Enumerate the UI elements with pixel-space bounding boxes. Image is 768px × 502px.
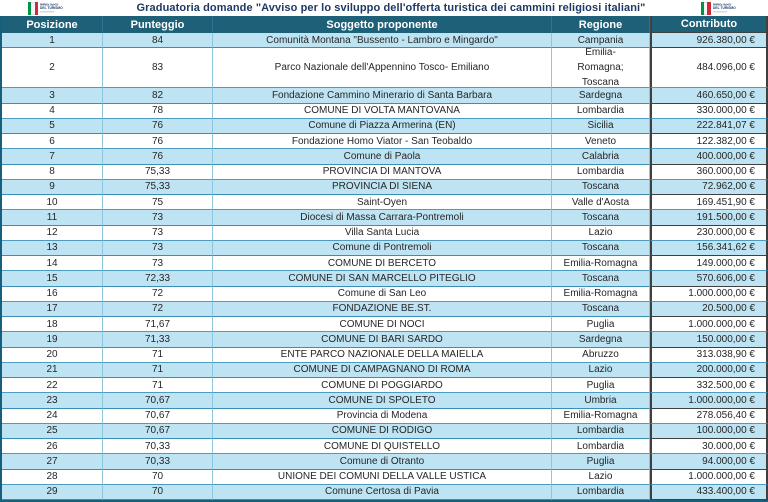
cell-regione <box>552 88 650 103</box>
cell-regione <box>552 363 650 378</box>
logo-subtext-decoration <box>713 11 727 12</box>
logo-subtext-decoration <box>40 11 54 12</box>
cell-punteggio: 78 <box>103 104 213 119</box>
table-row <box>2 88 768 103</box>
cell-soggetto: COMUNE DI CAMPAGNANO DI ROMA <box>213 363 552 378</box>
regione-text: Lombardia <box>576 105 625 117</box>
table-row <box>2 470 768 485</box>
page-title: Graduatoria domande "Avviso per lo sviluppo dell'offerta turistica dei cammini religiosi italiani" <box>136 2 646 14</box>
cell-soggetto: COMUNE DI VOLTA MANTOVANA <box>213 104 552 119</box>
cell-punteggio: 72,33 <box>103 271 213 286</box>
table-row <box>2 332 768 347</box>
cell-contributo: 570.606,00 € <box>650 271 768 286</box>
cell-soggetto: COMUNE DI QUISTELLO <box>213 439 552 454</box>
cell-soggetto: Comunità Montana "Bussento - Lambro e Mingardo" <box>213 33 552 48</box>
cell-punteggio: 70,67 <box>103 393 213 408</box>
cell-regione <box>552 454 650 469</box>
cell-posizione: 11 <box>2 210 103 225</box>
cell-soggetto: Comune Certosa di Pavia <box>213 485 552 500</box>
cell-regione <box>552 165 650 180</box>
cell-soggetto: Fondazione Cammino Minerario di Santa Barbara <box>213 88 552 103</box>
cell-soggetto: COMUNE DI BERCETO <box>213 256 552 271</box>
cell-punteggio: 82 <box>103 88 213 103</box>
cell-contributo: 169.451,90 € <box>650 195 768 210</box>
table-row <box>2 256 768 271</box>
cell-punteggio: 72 <box>103 287 213 302</box>
ministero-turismo-logo-left <box>28 0 81 16</box>
cell-regione <box>552 271 650 286</box>
table-row <box>2 241 768 256</box>
table-row <box>2 348 768 363</box>
table-row <box>2 424 768 439</box>
cell-regione <box>552 348 650 363</box>
table-row <box>2 180 768 195</box>
cell-posizione: 2 <box>2 48 103 88</box>
table-row <box>2 454 768 469</box>
cell-punteggio: 71,33 <box>103 332 213 347</box>
cell-punteggio: 75 <box>103 195 213 210</box>
regione-text: Abruzzo <box>582 349 619 361</box>
cell-posizione: 12 <box>2 226 103 241</box>
cell-punteggio: 71 <box>103 348 213 363</box>
regione-text: Umbria <box>584 394 617 406</box>
cell-soggetto: Comune di Paola <box>213 149 552 164</box>
cell-posizione: 25 <box>2 424 103 439</box>
cell-contributo: 122.382,00 € <box>650 134 768 149</box>
regione-text: Emilia-Romagna; Toscana <box>577 48 624 89</box>
cell-posizione: 18 <box>2 317 103 332</box>
table-row <box>2 287 768 302</box>
cell-punteggio: 83 <box>103 48 213 88</box>
cell-regione <box>552 104 650 119</box>
regione-text: Valle d'Aosta <box>571 196 630 208</box>
cell-posizione: 16 <box>2 287 103 302</box>
cell-regione <box>552 180 650 195</box>
cell-soggetto: UNIONE DEI COMUNI DELLA VALLE USTICA <box>213 470 552 485</box>
logo-line1: MINISTERO <box>40 3 59 8</box>
cell-soggetto: Provincia di Modena <box>213 409 552 424</box>
cell-soggetto: FONDAZIONE BE.ST. <box>213 302 552 317</box>
table-body <box>2 33 768 500</box>
cell-posizione: 10 <box>2 195 103 210</box>
cell-punteggio: 73 <box>103 256 213 271</box>
table-row <box>2 393 768 408</box>
cell-punteggio: 71 <box>103 363 213 378</box>
table-row <box>2 378 768 393</box>
regione-text: Lazio <box>588 364 613 376</box>
cell-contributo: 30.000,00 € <box>650 439 768 454</box>
table-row <box>2 195 768 210</box>
regione-text: Sardegna <box>578 333 623 345</box>
graduatoria-table <box>0 16 768 502</box>
cell-regione <box>552 332 650 347</box>
regione-text: Calabria <box>581 150 620 162</box>
cell-regione <box>552 409 650 424</box>
cell-contributo: 20.500,00 € <box>650 302 768 317</box>
cell-regione <box>552 378 650 393</box>
cell-posizione: 3 <box>2 88 103 103</box>
table-row <box>2 104 768 119</box>
cell-posizione: 26 <box>2 439 103 454</box>
cell-posizione: 28 <box>2 470 103 485</box>
cell-soggetto: COMUNE DI SAN MARCELLO PITEGLIO <box>213 271 552 286</box>
cell-punteggio: 76 <box>103 134 213 149</box>
ministero-logo-text <box>40 4 63 13</box>
regione-text: Lombardia <box>576 425 625 437</box>
logo-line1: MINISTERO <box>712 3 732 8</box>
cell-soggetto: Saint-Oyen <box>213 195 552 210</box>
regione-text: Lombardia <box>576 440 625 452</box>
cell-contributo: 156.341,62 € <box>650 241 768 256</box>
cell-regione <box>552 393 650 408</box>
italy-flag-icon <box>28 2 38 15</box>
cell-punteggio: 70,67 <box>103 424 213 439</box>
cell-posizione: 8 <box>2 165 103 180</box>
table-row <box>2 363 768 378</box>
cell-punteggio: 73 <box>103 241 213 256</box>
cell-posizione: 27 <box>2 454 103 469</box>
cell-punteggio: 71,67 <box>103 317 213 332</box>
regione-text: Toscana <box>581 272 620 284</box>
regione-text: Toscana <box>581 242 620 254</box>
table-row <box>2 302 768 317</box>
cell-regione <box>552 485 650 500</box>
cell-soggetto: COMUNE DI RODIGO <box>213 424 552 439</box>
table-row <box>2 33 768 48</box>
cell-posizione: 7 <box>2 149 103 164</box>
cell-punteggio: 73 <box>103 210 213 225</box>
table-row <box>2 409 768 424</box>
table-row <box>2 271 768 286</box>
cell-soggetto: Comune di Piazza Armerina (EN) <box>213 119 552 134</box>
table-row <box>2 210 768 225</box>
cell-soggetto: COMUNE DI BARI SARDO <box>213 332 552 347</box>
cell-contributo: 150.000,00 € <box>650 332 768 347</box>
table-row <box>2 226 768 241</box>
cell-regione <box>552 317 650 332</box>
regione-text: Emilia-Romagna <box>563 288 638 300</box>
cell-posizione: 22 <box>2 378 103 393</box>
cell-contributo: 332.500,00 € <box>650 378 768 393</box>
cell-regione <box>552 33 650 48</box>
ministero-turismo-logo-right <box>701 0 754 16</box>
regione-text: Lombardia <box>576 486 625 498</box>
cell-posizione: 9 <box>2 180 103 195</box>
table-row <box>2 149 768 164</box>
cell-punteggio: 70,67 <box>103 409 213 424</box>
cell-posizione: 4 <box>2 104 103 119</box>
table-row <box>2 134 768 149</box>
regione-text: Toscana <box>581 211 620 223</box>
cell-contributo: 360.000,00 € <box>650 165 768 180</box>
italy-flag-icon <box>701 2 711 15</box>
cell-posizione: 23 <box>2 393 103 408</box>
cell-contributo: 400.000,00 € <box>650 149 768 164</box>
cell-punteggio: 84 <box>103 33 213 48</box>
cell-punteggio: 71 <box>103 378 213 393</box>
cell-soggetto: Villa Santa Lucia <box>213 226 552 241</box>
cell-regione <box>552 287 650 302</box>
cell-punteggio: 70,33 <box>103 439 213 454</box>
table-row <box>2 119 768 134</box>
regione-text: Puglia <box>586 379 615 391</box>
cell-regione <box>552 119 650 134</box>
title-bar <box>0 0 768 16</box>
cell-regione <box>552 134 650 149</box>
regione-text: Puglia <box>586 455 615 467</box>
cell-contributo: 926.380,00 € <box>650 33 768 48</box>
cell-contributo: 433.400,00 € <box>650 485 768 500</box>
regione-text: Toscana <box>581 303 620 315</box>
regione-text: Emilia-Romagna <box>563 410 638 422</box>
regione-text: Veneto <box>584 135 617 147</box>
cell-soggetto: Diocesi di Massa Carrara-Pontremoli <box>213 210 552 225</box>
cell-soggetto: ENTE PARCO NAZIONALE DELLA MAIELLA <box>213 348 552 363</box>
regione-text: Puglia <box>586 318 615 330</box>
cell-punteggio: 70,33 <box>103 454 213 469</box>
cell-contributo: 278.056,40 € <box>650 409 768 424</box>
cell-soggetto: PROVINCIA DI SIENA <box>213 180 552 195</box>
cell-posizione: 19 <box>2 332 103 347</box>
cell-regione <box>552 424 650 439</box>
cell-regione <box>552 439 650 454</box>
cell-regione <box>552 302 650 317</box>
cell-punteggio: 70 <box>103 470 213 485</box>
cell-regione <box>552 48 650 88</box>
table-header-row <box>2 16 768 33</box>
table-row <box>2 165 768 180</box>
cell-posizione: 13 <box>2 241 103 256</box>
cell-soggetto: COMUNE DI NOCI <box>213 317 552 332</box>
cell-contributo: 1.000.000,00 € <box>650 317 768 332</box>
ministero-logo-text <box>713 4 736 13</box>
cell-contributo: 313.038,90 € <box>650 348 768 363</box>
cell-contributo: 484.096,00 € <box>650 48 768 88</box>
cell-soggetto: Comune di San Leo <box>213 287 552 302</box>
cell-contributo: 230.000,00 € <box>650 226 768 241</box>
cell-punteggio: 73 <box>103 226 213 241</box>
cell-contributo: 200.000,00 € <box>650 363 768 378</box>
cell-punteggio: 76 <box>103 119 213 134</box>
cell-posizione: 21 <box>2 363 103 378</box>
cell-regione <box>552 226 650 241</box>
table-row <box>2 439 768 454</box>
cell-soggetto: Parco Nazionale dell'Appennino Tosco- Emiliano <box>213 48 552 88</box>
cell-contributo: 191.500,00 € <box>650 210 768 225</box>
cell-contributo: 1.000.000,00 € <box>650 393 768 408</box>
cell-contributo: 222.841,07 € <box>650 119 768 134</box>
cell-contributo: 100.000,00 € <box>650 424 768 439</box>
cell-contributo: 72.962,00 € <box>650 180 768 195</box>
regione-text: Sicilia <box>587 120 614 132</box>
cell-regione <box>552 241 650 256</box>
cell-regione <box>552 256 650 271</box>
cell-posizione: 20 <box>2 348 103 363</box>
cell-punteggio: 70 <box>103 485 213 500</box>
cell-posizione: 29 <box>2 485 103 500</box>
cell-posizione: 15 <box>2 271 103 286</box>
cell-contributo: 1.000.000,00 € <box>650 470 768 485</box>
cell-contributo: 460.650,00 € <box>650 88 768 103</box>
regione-text: Lombardia <box>576 166 625 178</box>
cell-contributo: 149.000,00 € <box>650 256 768 271</box>
regione-text: Campania <box>577 34 624 46</box>
logo-line2: DEL TURISMO <box>712 7 736 11</box>
cell-regione <box>552 149 650 164</box>
cell-posizione: 6 <box>2 134 103 149</box>
column-header-posizione: Posizione <box>2 16 103 33</box>
cell-soggetto: Comune di Otranto <box>213 454 552 469</box>
regione-text: Lazio <box>588 471 613 483</box>
cell-posizione: 5 <box>2 119 103 134</box>
cell-soggetto: PROVINCIA DI MANTOVA <box>213 165 552 180</box>
cell-regione <box>552 210 650 225</box>
cell-soggetto: Fondazione Homo Viator - San Teobaldo <box>213 134 552 149</box>
table-row <box>2 317 768 332</box>
column-header-contributo: Contributo <box>650 16 768 33</box>
regione-text: Toscana <box>581 181 620 193</box>
column-header-regione: Regione <box>552 16 650 33</box>
cell-contributo: 94.000,00 € <box>650 454 768 469</box>
cell-punteggio: 75,33 <box>103 180 213 195</box>
regione-text: Emilia-Romagna <box>563 257 638 269</box>
table-row <box>2 48 768 88</box>
regione-text: Lazio <box>588 227 613 239</box>
cell-punteggio: 72 <box>103 302 213 317</box>
cell-punteggio: 76 <box>103 149 213 164</box>
cell-posizione: 1 <box>2 33 103 48</box>
cell-soggetto: COMUNE DI SPOLETO <box>213 393 552 408</box>
cell-soggetto: COMUNE DI POGGIARDO <box>213 378 552 393</box>
table-row <box>2 485 768 500</box>
cell-soggetto: Comune di Pontremoli <box>213 241 552 256</box>
cell-contributo: 1.000.000,00 € <box>650 287 768 302</box>
column-header-soggetto: Soggetto proponente <box>213 16 552 33</box>
cell-regione <box>552 470 650 485</box>
cell-punteggio: 75,33 <box>103 165 213 180</box>
cell-posizione: 14 <box>2 256 103 271</box>
cell-regione <box>552 195 650 210</box>
regione-text: Sardegna <box>578 89 623 101</box>
cell-contributo: 330.000,00 € <box>650 104 768 119</box>
column-header-punteggio: Punteggio <box>103 16 213 33</box>
cell-posizione: 24 <box>2 409 103 424</box>
logo-line2: DEL TURISMO <box>40 7 63 11</box>
cell-posizione: 17 <box>2 302 103 317</box>
